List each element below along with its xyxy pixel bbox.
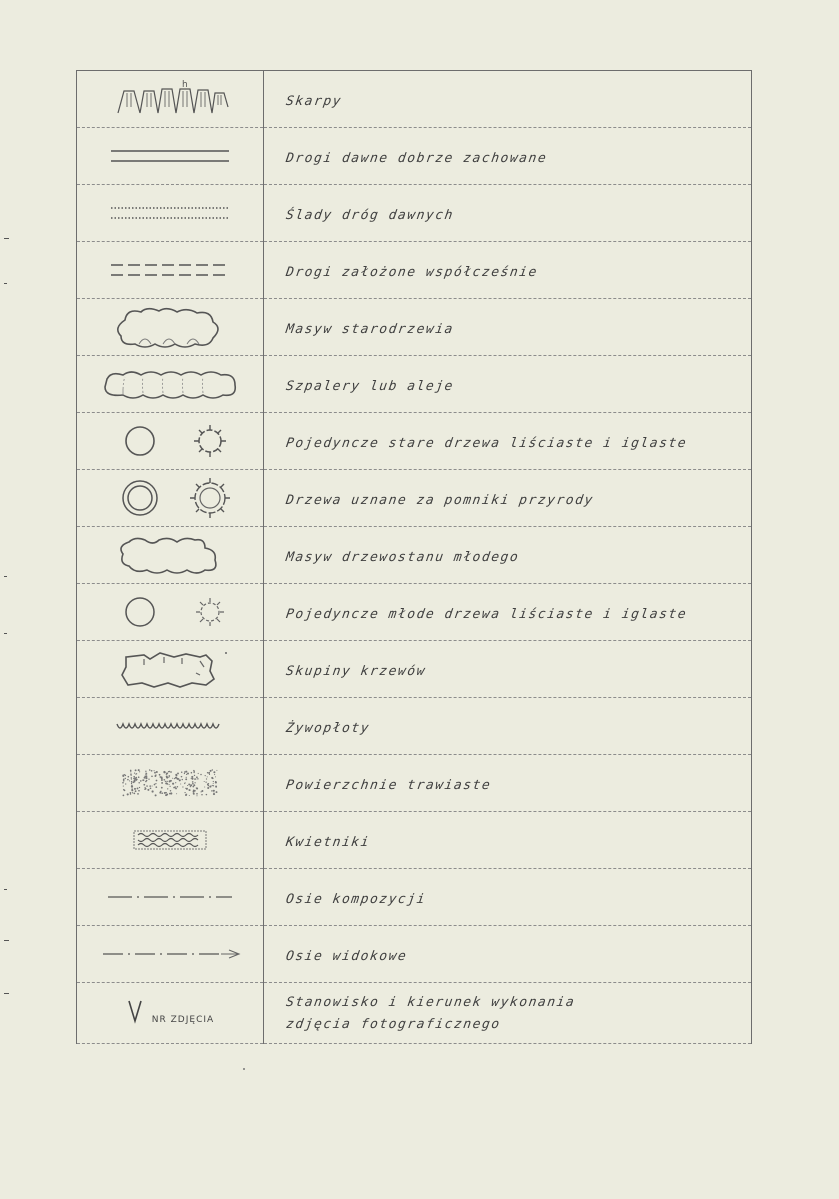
legend-label: Masyw drzewostanu młodego [284, 549, 521, 565]
stippled-area-symbol [115, 766, 225, 800]
symbol-cell [77, 299, 264, 356]
legend-label: Ślady dróg dawnych [284, 207, 455, 223]
symbol-cell [77, 926, 264, 983]
double-solid-line-symbol [105, 144, 235, 168]
symbol-cell [77, 812, 264, 869]
legend-row [77, 242, 752, 299]
label-cell [264, 869, 752, 926]
symbol-cell [77, 470, 264, 527]
shrub-group-symbol [100, 645, 240, 693]
svg-text:h: h [182, 80, 188, 90]
label-cell [264, 641, 752, 698]
escarpment-symbol [100, 77, 240, 121]
symbol-cell [77, 71, 264, 128]
legend-table [76, 70, 752, 1044]
label-cell [264, 71, 752, 128]
flowerbed-pattern-symbol [120, 825, 220, 855]
legend-label: Skarpy [284, 93, 344, 109]
label-cell [264, 299, 752, 356]
double-dashed-line-symbol [105, 258, 235, 282]
legend-label: Żywopłoty [284, 720, 372, 736]
legend-label: Pojedyncze stare drzewa liściaste i iglaste [284, 435, 689, 451]
double-dotted-line-symbol [105, 201, 235, 225]
legend-row [77, 926, 752, 983]
legend-row [77, 755, 752, 812]
legend-row [77, 812, 752, 869]
symbol-cell [77, 527, 264, 584]
label-cell [264, 470, 752, 527]
label-cell [264, 812, 752, 869]
legend-row [77, 983, 752, 1044]
wavy-line-symbol [105, 716, 235, 736]
legend-label: Skupiny krzewów [284, 663, 427, 679]
symbol-cell [77, 413, 264, 470]
legend-row [77, 71, 752, 128]
legend-row [77, 356, 752, 413]
legend-row [77, 470, 752, 527]
legend-label: Szpalery lub aleje [284, 378, 455, 394]
symbol-cell [77, 356, 264, 413]
cloud-cluster-young-symbol [105, 532, 235, 578]
dash-dot-arrow-symbol [95, 946, 245, 962]
dash-dot-line-symbol [100, 890, 240, 904]
legend-label: Drzewa uznane za pomniki przyrody [284, 492, 595, 508]
label-cell [264, 755, 752, 812]
label-cell [264, 983, 752, 1044]
legend-label: Pojedyncze młode drzewa liściaste i iglaste [284, 606, 689, 622]
symbol-cell [77, 641, 264, 698]
circle-and-spiked-circle-symbol [100, 419, 240, 463]
label-cell [264, 242, 752, 299]
legend-label: Drogi założone współcześnie [284, 264, 539, 280]
legend-row [77, 128, 752, 185]
symbol-cell [77, 983, 264, 1044]
legend-row [77, 641, 752, 698]
label-cell [264, 185, 752, 242]
symbol-cell [77, 185, 264, 242]
cloud-row-symbol [95, 367, 245, 401]
legend-row [77, 527, 752, 584]
legend-row [77, 413, 752, 470]
legend-label: Masyw starodrzewia [284, 321, 455, 337]
v-mark-symbol [126, 997, 144, 1025]
symbol-cell [77, 698, 264, 755]
symbol-cell [77, 755, 264, 812]
label-cell [264, 527, 752, 584]
label-cell [264, 356, 752, 413]
legend-row [77, 869, 752, 926]
legend-label: Osie kompozycji [284, 891, 427, 907]
double-circle-symbol [100, 473, 240, 523]
legend-label-line2: zdjęcia fotograficznego [285, 1017, 502, 1032]
legend-label: Powierzchnie trawiaste [284, 777, 493, 793]
symbol-cell [77, 584, 264, 641]
legend-label-line1: Stanowisko i kierunek wykonania [285, 995, 577, 1010]
symbol-cell [77, 242, 264, 299]
symbol-cell [77, 128, 264, 185]
legend-row [77, 584, 752, 641]
label-cell [264, 128, 752, 185]
legend-label: Kwietniki [284, 834, 372, 850]
legend-label: Osie widokowe [284, 948, 409, 964]
label-cell [264, 584, 752, 641]
legend-row [77, 299, 752, 356]
label-cell [264, 926, 752, 983]
photo-number-label: NR ZDJĘCIA [151, 1015, 215, 1025]
label-cell [264, 698, 752, 755]
photo-station-symbol [126, 997, 214, 1025]
label-cell [264, 413, 752, 470]
legend-row [77, 698, 752, 755]
legend-row [77, 185, 752, 242]
cloud-cluster-symbol [105, 304, 235, 350]
symbol-cell [77, 869, 264, 926]
legend-label: Drogi dawne dobrze zachowane [284, 150, 549, 166]
small-circle-and-spiked-circle-symbol [100, 590, 240, 634]
